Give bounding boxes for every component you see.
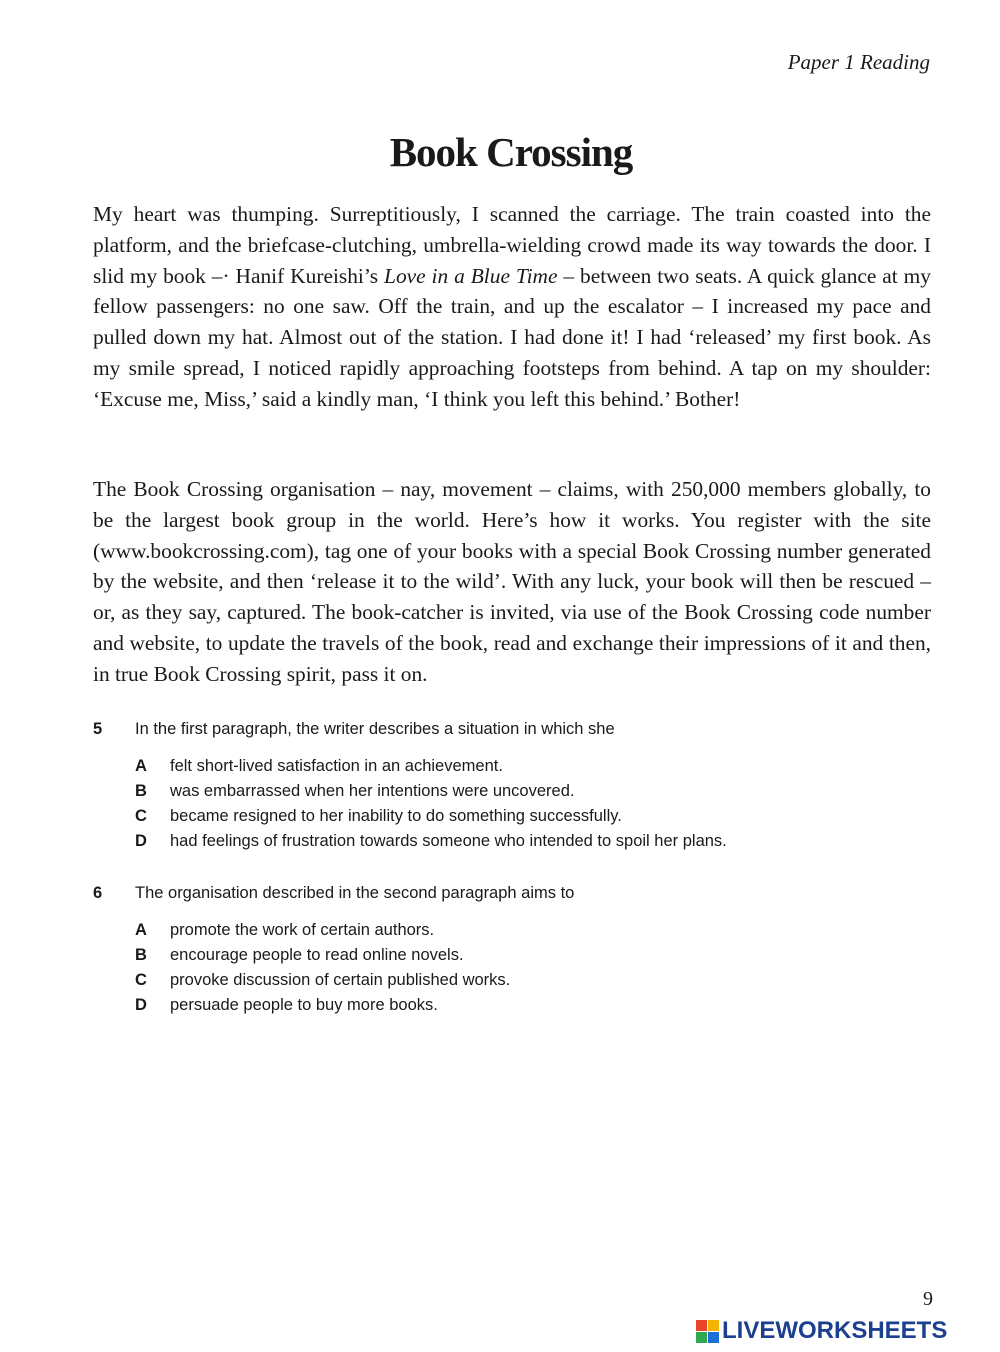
question-5 <box>93 718 953 854</box>
answer-option-d[interactable] <box>135 829 953 854</box>
option-text: provoke discussion of certain published works. <box>170 971 511 989</box>
option-text: felt short-lived satisfaction in an achievement. <box>170 757 503 775</box>
book-title: Love in a Blue Time <box>384 263 558 288</box>
passage-paragraph-1 <box>93 199 931 415</box>
answer-option-b[interactable] <box>135 943 953 968</box>
answer-option-a[interactable] <box>135 754 953 779</box>
answer-option-d[interactable] <box>135 993 953 1018</box>
answer-option-c[interactable] <box>135 968 953 993</box>
option-letter: D <box>135 832 147 850</box>
passage-text: – between two seats. A quick glance at my fellow passengers: no one saw. Off the train, and up the escalator – I increased my pace and pulled down my hat. Almost out of the station. I had done it! I had ‘released’ my first book. As my smile spread, I noticed rapidly approaching footsteps from behind. A tap on my shoulder: ‘Excuse me, Miss,’ said a kindly man, ‘I think you left this behind.’ Bother! <box>93 263 932 411</box>
answer-option-c[interactable] <box>135 804 953 829</box>
question-stem: The organisation described in the second paragraph aims to <box>135 883 575 902</box>
liveworksheets-logo-icon <box>696 1320 719 1343</box>
option-text: was embarrassed when her intentions were uncovered. <box>170 782 575 800</box>
option-letter: A <box>135 921 147 939</box>
option-text: promote the work of certain authors. <box>170 921 435 939</box>
option-letter: C <box>135 807 147 825</box>
option-letter: B <box>135 782 147 800</box>
option-letter: B <box>135 946 147 964</box>
option-text: had feelings of frustration towards someone who intended to spoil her plans. <box>170 832 727 850</box>
page-number: 9 <box>923 1288 933 1310</box>
question-number: 6 <box>93 883 103 902</box>
page-title: Book Crossing <box>389 129 633 175</box>
brand-name: LIVEWORKSHEETS <box>722 1317 948 1344</box>
option-text: encourage people to read online novels. <box>170 946 464 964</box>
passage-text: My heart was thumping. Surreptitiously, I scanned the carriage. The train coasted into the platform, and the briefcase-clutching, umbrella-wielding crowd made its way towards the door. I slid my book –· Hanif Kureishi’s <box>93 202 931 288</box>
answer-option-b[interactable] <box>135 779 953 804</box>
passage-paragraph-2: The Book Crossing organisation – nay, movement – claims, with 250,000 members globally, to be the largest book group in the world. Here’s how it works. You register with the site (www.bookcrossing.com), tag one of your books with a special Book Crossing number generated by the website, and then ‘release it to the wild’. With any luck, your book will then be rescued – or, as they say, captured. The book-catcher is invited, via use of the Book Crossing code number and website, to update the travels of the book, read and exchange their impressions of it and then, in true Book Crossing spirit, pass it on. <box>93 477 931 686</box>
option-text: became resigned to her inability to do something successfully. <box>170 807 622 825</box>
option-text: persuade people to buy more books. <box>170 996 438 1014</box>
question-stem: In the first paragraph, the writer describes a situation in which she <box>135 719 615 738</box>
question-6 <box>93 882 953 1018</box>
option-letter: C <box>135 971 147 989</box>
option-letter: D <box>135 996 147 1014</box>
answer-option-a[interactable] <box>135 918 953 943</box>
option-letter: A <box>135 757 147 775</box>
question-number: 5 <box>93 719 103 738</box>
page-header: Paper 1 Reading <box>787 50 930 74</box>
liveworksheets-brand[interactable] <box>696 1317 947 1345</box>
